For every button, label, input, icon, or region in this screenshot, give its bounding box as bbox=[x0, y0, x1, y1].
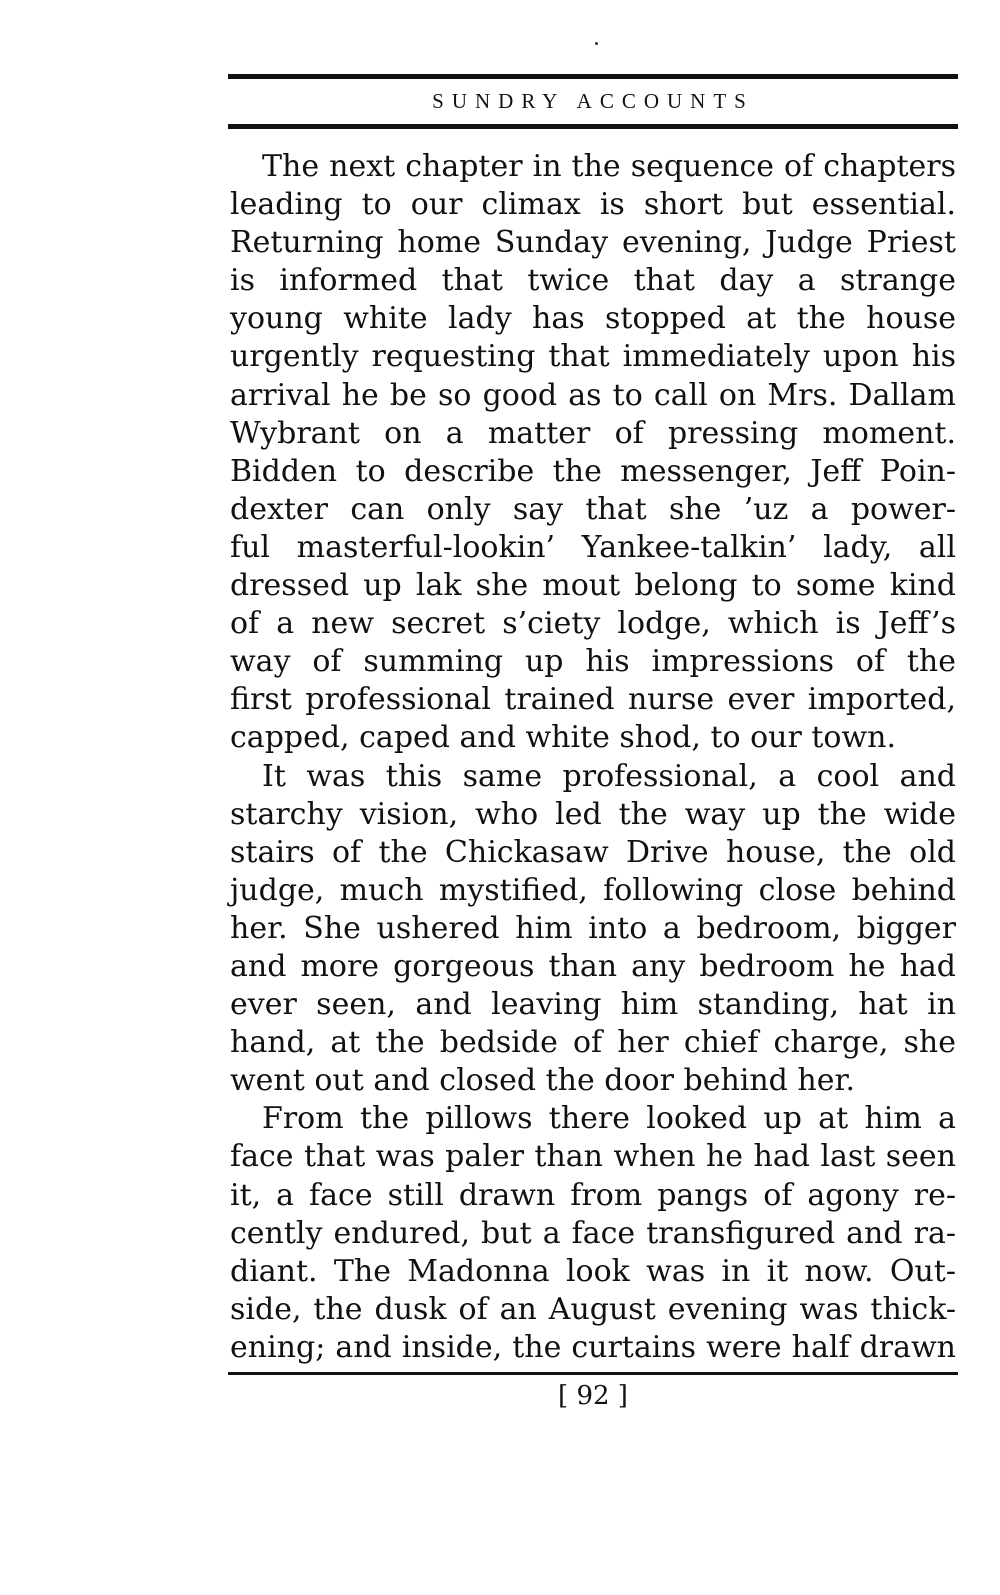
text-line: arrival he be so good as to call on Mrs. Dallam bbox=[230, 377, 956, 413]
text-line: Wybrant on a matter of pressing moment. bbox=[230, 415, 956, 451]
header-rule-top bbox=[228, 74, 958, 79]
text-line: young white lady has stopped at the house bbox=[230, 301, 956, 337]
text-line: hand, at the bedside of her chief charge, she bbox=[230, 1025, 956, 1061]
text-line: diant. The Madonna look was in it now. Out- bbox=[230, 1253, 956, 1289]
text-line: dexter can only say that she ’uz a power- bbox=[230, 491, 956, 527]
text-line: face that was paler than when he had last seen bbox=[230, 1139, 956, 1175]
text-line: went out and closed the door behind her. bbox=[230, 1063, 856, 1099]
body-text bbox=[230, 148, 956, 1367]
text-line: dressed up lak she mout belong to some kind bbox=[230, 568, 956, 604]
text-line: her. She ushered him into a bedroom, bigger bbox=[230, 910, 956, 946]
text-line: leading to our climax is short but essential. bbox=[230, 187, 956, 223]
text-line: From the pillows there looked up at him a bbox=[262, 1101, 956, 1137]
print-speck bbox=[595, 42, 598, 45]
text-line: judge, much mystified, following close behind bbox=[230, 872, 956, 908]
text-line: ever seen, and leaving him standing, hat in bbox=[230, 987, 956, 1023]
text-line: ening; and inside, the curtains were half drawn bbox=[230, 1329, 956, 1365]
text-line: of a new secret s’ciety lodge, which is Jeff’s bbox=[230, 606, 956, 642]
running-head: SUNDRY ACCOUNTS bbox=[432, 89, 754, 113]
text-line: The next chapter in the sequence of chapters bbox=[262, 149, 956, 184]
text-line: urgently requesting that immediately upon his bbox=[230, 339, 956, 375]
header-rule-bottom bbox=[228, 124, 958, 129]
page-number: [ 92 ] bbox=[558, 1381, 628, 1411]
text-line: side, the dusk of an August evening was thick- bbox=[230, 1291, 956, 1327]
text-line: way of summing up his impressions of the bbox=[230, 644, 956, 680]
text-line: first professional trained nurse ever imported, bbox=[230, 682, 956, 718]
text-line: Returning home Sunday evening, Judge Priest bbox=[230, 225, 956, 261]
text-line: ful masterful-lookin’ Yankee-talkin’ lady, all bbox=[230, 529, 956, 565]
text-line: it, a face still drawn from pangs of agony re- bbox=[230, 1177, 956, 1213]
text-line: cently endured, but a face transfigured and ra- bbox=[230, 1215, 956, 1251]
text-line: starchy vision, who led the way up the wide bbox=[230, 796, 956, 832]
text-line: It was this same professional, a cool and bbox=[262, 758, 956, 794]
footer-rule bbox=[228, 1372, 958, 1375]
text-line: Bidden to describe the messenger, Jeff Poin- bbox=[230, 453, 956, 489]
text-line: is informed that twice that day a strange bbox=[230, 263, 956, 299]
text-line: and more gorgeous than any bedroom he had bbox=[230, 948, 956, 984]
text-line: capped, caped and white shod, to our town. bbox=[230, 720, 897, 756]
text-line: stairs of the Chickasaw Drive house, the old bbox=[230, 834, 956, 870]
